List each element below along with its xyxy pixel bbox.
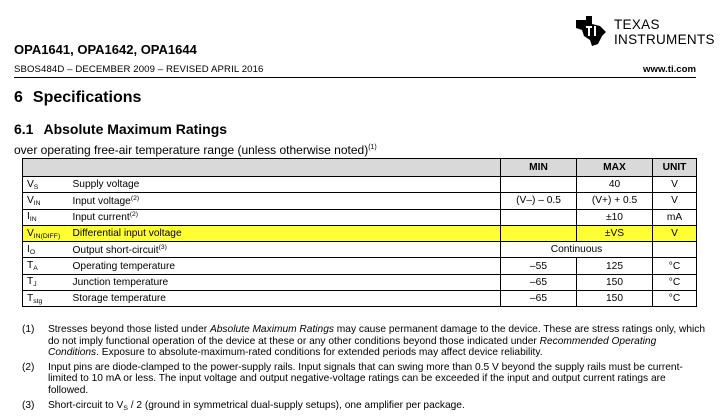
row-max: ±VS xyxy=(577,225,653,241)
brand-line-2: INSTRUMENTS xyxy=(614,32,715,47)
row-min: –55 xyxy=(501,258,577,274)
row-min xyxy=(501,225,577,241)
table-row xyxy=(23,258,697,274)
row-parameter: Output short-circuit$^{(3)}$ xyxy=(73,242,501,258)
row-unit: V xyxy=(653,177,697,193)
section-number: 6 xyxy=(14,89,23,106)
website-link[interactable]: www.ti.com xyxy=(643,64,696,75)
section-title: Specifications xyxy=(32,89,142,106)
table-row xyxy=(23,177,697,193)
footnote-text: Stresses beyond those listed under Absolute Maximum Ratings may cause permanent damage to the device. These are stress ratings only, which do not imply functional operation of the device at these or any other conditions beyond those indicated under Recommended Operating Conditions. Exposure to absolute-maximum-rated conditions for extended periods may affect device reliability. xyxy=(48,324,706,359)
row-max: 40 xyxy=(577,177,653,193)
table-row xyxy=(23,242,697,258)
table-condition xyxy=(14,143,377,157)
condition-footnote-ref[interactable]: (1) xyxy=(368,144,377,151)
row-unit: mA xyxy=(653,209,697,225)
footnote-ref[interactable]: (2) xyxy=(129,211,139,219)
footnote-text: Short-circuit to VS / 2 (ground in symmetrical dual-supply setups), one amplifier per package. xyxy=(48,399,465,412)
header-blank xyxy=(23,159,501,177)
table-row xyxy=(23,274,697,290)
footnote-1 xyxy=(22,324,708,359)
document-number: SBOS484D – DECEMBER 2009 – REVISED APRIL 2016 xyxy=(14,64,264,75)
row-min: –65 xyxy=(501,274,577,290)
row-symbol: TA xyxy=(23,258,73,274)
header-unit: UNIT xyxy=(653,159,697,177)
footnote-number: (3) xyxy=(22,399,35,411)
header-min: MIN xyxy=(501,159,577,177)
table-row xyxy=(23,193,697,209)
table-row xyxy=(23,291,697,307)
row-min xyxy=(501,209,577,225)
row-min: (V–) – 0.5 xyxy=(501,193,577,209)
row-max: 150 xyxy=(577,274,653,290)
row-symbol: VIN(DIFF) xyxy=(23,225,73,241)
subsection-number: 6.1 xyxy=(14,121,34,137)
row-symbol: VIN xyxy=(23,193,73,209)
footnote-ref[interactable]: (3) xyxy=(158,243,167,251)
row-max: ±10 xyxy=(577,209,653,225)
row-unit: °C xyxy=(653,291,697,307)
row-parameter: Operating temperature xyxy=(73,258,501,274)
row-symbol: IIN xyxy=(23,209,73,225)
footnote-text: Input pins are diode-clamped to the power-supply rails. Input signals that can swing more than 0.5 V beyond the supply rails must be current-limited to 10 mA or less. The input voltage and output negative-voltage ratings can be exceeded if the input and output current ratings are followed. xyxy=(48,361,683,396)
row-symbol: Tstg xyxy=(23,291,73,307)
texas-instruments-logo xyxy=(572,14,715,48)
row-max: 125 xyxy=(577,258,653,274)
row-parameter: Junction temperature xyxy=(73,274,501,290)
row-parameter: Storage temperature xyxy=(73,291,501,307)
footnote-ref[interactable]: (2) xyxy=(130,194,140,202)
row-max: 150 xyxy=(577,291,653,307)
row-min: –65 xyxy=(501,291,577,307)
row-parameter: Supply voltage xyxy=(73,177,501,193)
section-heading xyxy=(14,89,141,107)
row-unit: V xyxy=(653,193,697,209)
row-parameter: Input current$^{(2)}$ xyxy=(73,209,501,225)
row-symbol: TJ xyxy=(23,274,73,290)
footnote-number: (2) xyxy=(22,361,35,373)
row-parameter: Differential input voltage xyxy=(73,225,501,241)
footnote-3 xyxy=(22,400,708,415)
absolute-maximum-ratings-table xyxy=(22,158,697,307)
footnotes xyxy=(22,324,708,417)
row-max: (V+) + 0.5 xyxy=(577,193,653,209)
subsection-title: Absolute Maximum Ratings xyxy=(43,121,228,137)
table-row-highlighted xyxy=(23,225,697,241)
row-parameter: Input voltage$^{(2)}$ xyxy=(73,193,501,209)
row-unit: V xyxy=(653,225,697,241)
row-span-value: Continuous xyxy=(501,242,653,258)
row-unit: °C xyxy=(653,274,697,290)
brand-line-1: TEXAS xyxy=(614,17,660,32)
header-max: MAX xyxy=(577,159,653,177)
row-symbol: IO xyxy=(23,242,73,258)
table-row xyxy=(23,209,697,225)
table-header-row xyxy=(23,159,697,177)
subsection-heading xyxy=(14,121,227,137)
row-symbol: VS xyxy=(23,177,73,193)
device-list: OPA1641, OPA1642, OPA1644 xyxy=(14,42,197,57)
condition-text: over operating free-air temperature range (unless otherwise noted) xyxy=(14,143,369,157)
footnote-2 xyxy=(22,362,708,397)
row-min xyxy=(501,177,577,193)
ti-state-icon xyxy=(572,14,610,48)
row-unit xyxy=(653,242,697,258)
row-unit: °C xyxy=(653,258,697,274)
header-divider xyxy=(14,77,696,78)
footnote-number: (1) xyxy=(22,324,35,335)
